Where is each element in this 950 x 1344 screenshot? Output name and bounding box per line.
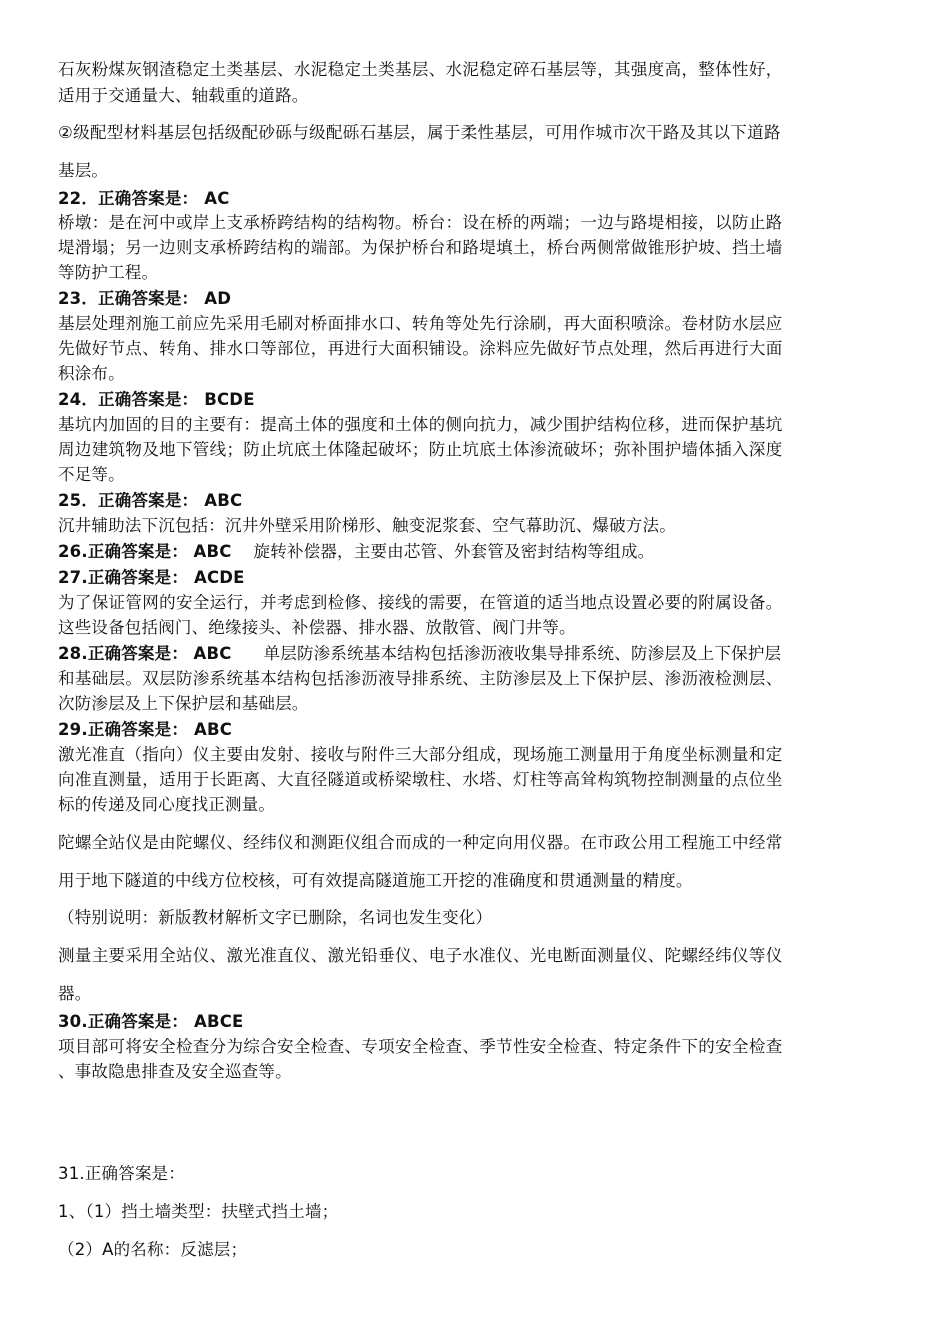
text-line: 激光准直（指向）仪主要由发射、接收与附件三大部分组成，现场施工测量用于角度坐标测量和定: [58, 745, 783, 764]
text-line: 标的传递及同心度找正测量。: [58, 795, 276, 814]
answer-explanation: 旋转补偿器，主要由芯管、外套管及密封结构等组成。: [253, 542, 655, 561]
answer-value: ABC: [204, 491, 243, 510]
text-line: 基层处理剂施工前应先采用毛刷对桥面排水口、转角等处先行涂刷，再大面积喷涂。卷材防水层应: [58, 314, 783, 333]
text-line: 先做好节点、转角、排水口等部位，再进行大面积铺设。涂料应先做好节点处理，然后再进行大面: [58, 339, 783, 358]
answer-value: AD: [204, 289, 232, 308]
answer-value: ABCE: [193, 1012, 244, 1031]
text-line: 器。: [58, 984, 92, 1003]
answer-label: 28.正确答案是：: [58, 644, 189, 663]
question-31-heading: 31.正确答案是：: [58, 1164, 186, 1183]
text-line: （2）A的名称：反滤层；: [58, 1240, 248, 1259]
special-note: （特别说明：新版教材解析文字已删除，名词也发生变化）: [58, 908, 493, 927]
text-line: 用于地下隧道的中线方位校核，可有效提高隧道施工开挖的准确度和贯通测量的精度。: [58, 871, 693, 890]
text-line: 项目部可将安全检查分为综合安全检查、专项安全检查、季节性安全检查、特定条件下的安全检查: [58, 1037, 783, 1056]
text-line: 堤滑塌；另一边则支承桥跨结构的端部。为保护桥台和路堤填土，桥台两侧常做锥形护坡、挡土墙: [58, 238, 783, 257]
text-line: 基层。: [58, 161, 109, 180]
answer-value: BCDE: [204, 390, 255, 409]
text-line: 、事故隐患排查及安全巡查等。: [58, 1062, 292, 1081]
text-line: 这些设备包括阀门、绝缘接头、补偿器、排水器、放散管、阀门井等。: [58, 618, 576, 637]
text-line: 为了保证管网的安全运行，并考虑到检修、接线的需要，在管道的适当地点设置必要的附属设备。: [58, 593, 783, 612]
text-line: 向准直测量，适用于长距离、大直径隧道或桥梁墩柱、水塔、灯柱等高耸构筑物控制测量的点位坐: [58, 770, 783, 789]
answer-value: ACDE: [193, 568, 245, 587]
answer-heading-22: [58, 187, 230, 211]
answer-label: 27.正确答案是：: [58, 568, 189, 587]
answer-label: 23．正确答案是：: [58, 289, 199, 308]
answer-label: 22．正确答案是：: [58, 189, 199, 208]
text-line: 基坑内加固的目的主要有：提高土体的强度和土体的侧向抗力，减少围护结构位移，进而保护基坑: [58, 415, 783, 434]
answer-line-28: [58, 642, 781, 666]
answer-value: ABC: [193, 720, 233, 739]
answer-label: 30.正确答案是：: [58, 1012, 189, 1031]
text-line: 周边建筑物及地下管线；防止坑底土体隆起破坏；防止坑底土体渗流破坏；弥补围护墙体插入深度: [58, 440, 783, 459]
text-line: 适用于交通量大、轴载重的道路。: [58, 86, 309, 105]
text-line: 1、（1）挡土墙类型：扶壁式挡土墙；: [58, 1202, 339, 1221]
text-line: ②级配型材料基层包括级配砂砾与级配砾石基层，属于柔性基层，可用作城市次干路及其以下道路: [58, 123, 781, 142]
answer-heading-30: [58, 1010, 244, 1034]
answer-label: 26.正确答案是：: [58, 542, 189, 561]
answer-value: ABC: [193, 644, 232, 663]
text-line: 沉井辅助法下沉包括：沉井外壁采用阶梯形、触变泥浆套、空气幕助沉、爆破方法。: [58, 516, 676, 535]
text-line: 陀螺全站仪是由陀螺仪、经纬仪和测距仪组合而成的一种定向用仪器。在市政公用工程施工中经常: [58, 833, 783, 852]
answer-value: ABC: [193, 542, 232, 561]
answer-label: 24．正确答案是：: [58, 390, 199, 409]
text-line: 和基础层。双层防渗系统基本结构包括渗沥液导排系统、主防渗层及上下保护层、渗沥液检测层、: [58, 669, 783, 688]
text-line: 次防渗层及上下保护层和基础层。: [58, 694, 309, 713]
answer-line-26: [58, 540, 654, 564]
text-line: 石灰粉煤灰钢渣稳定土类基层、水泥稳定土类基层、水泥稳定碎石基层等，其强度高，整体性好，: [58, 60, 783, 79]
text-line: 等防护工程。: [58, 263, 159, 282]
answer-label: 25．正确答案是：: [58, 491, 199, 510]
text-line: 测量主要采用全站仪、激光准直仪、激光铅垂仪、电子水准仪、光电断面测量仪、陀螺经纬仪等仪: [58, 946, 783, 965]
text-line: 不足等。: [58, 465, 125, 484]
answer-label: 29.正确答案是：: [58, 720, 189, 739]
answer-heading-27: [58, 566, 245, 590]
text-line: 桥墩：是在河中或岸上支承桥跨结构的结构物。桥台：设在桥的两端；一边与路堤相接，以防止路: [58, 213, 783, 232]
answer-value: AC: [204, 189, 230, 208]
text-line: 积涂布。: [58, 364, 125, 383]
answer-explanation: 单层防渗系统基本结构包括渗沥液收集导排系统、防渗层及上下保护层: [263, 644, 782, 663]
answer-heading-23: [58, 287, 231, 311]
answer-heading-29: [58, 718, 232, 742]
answer-heading-25: [58, 489, 242, 513]
answer-heading-24: [58, 388, 255, 412]
